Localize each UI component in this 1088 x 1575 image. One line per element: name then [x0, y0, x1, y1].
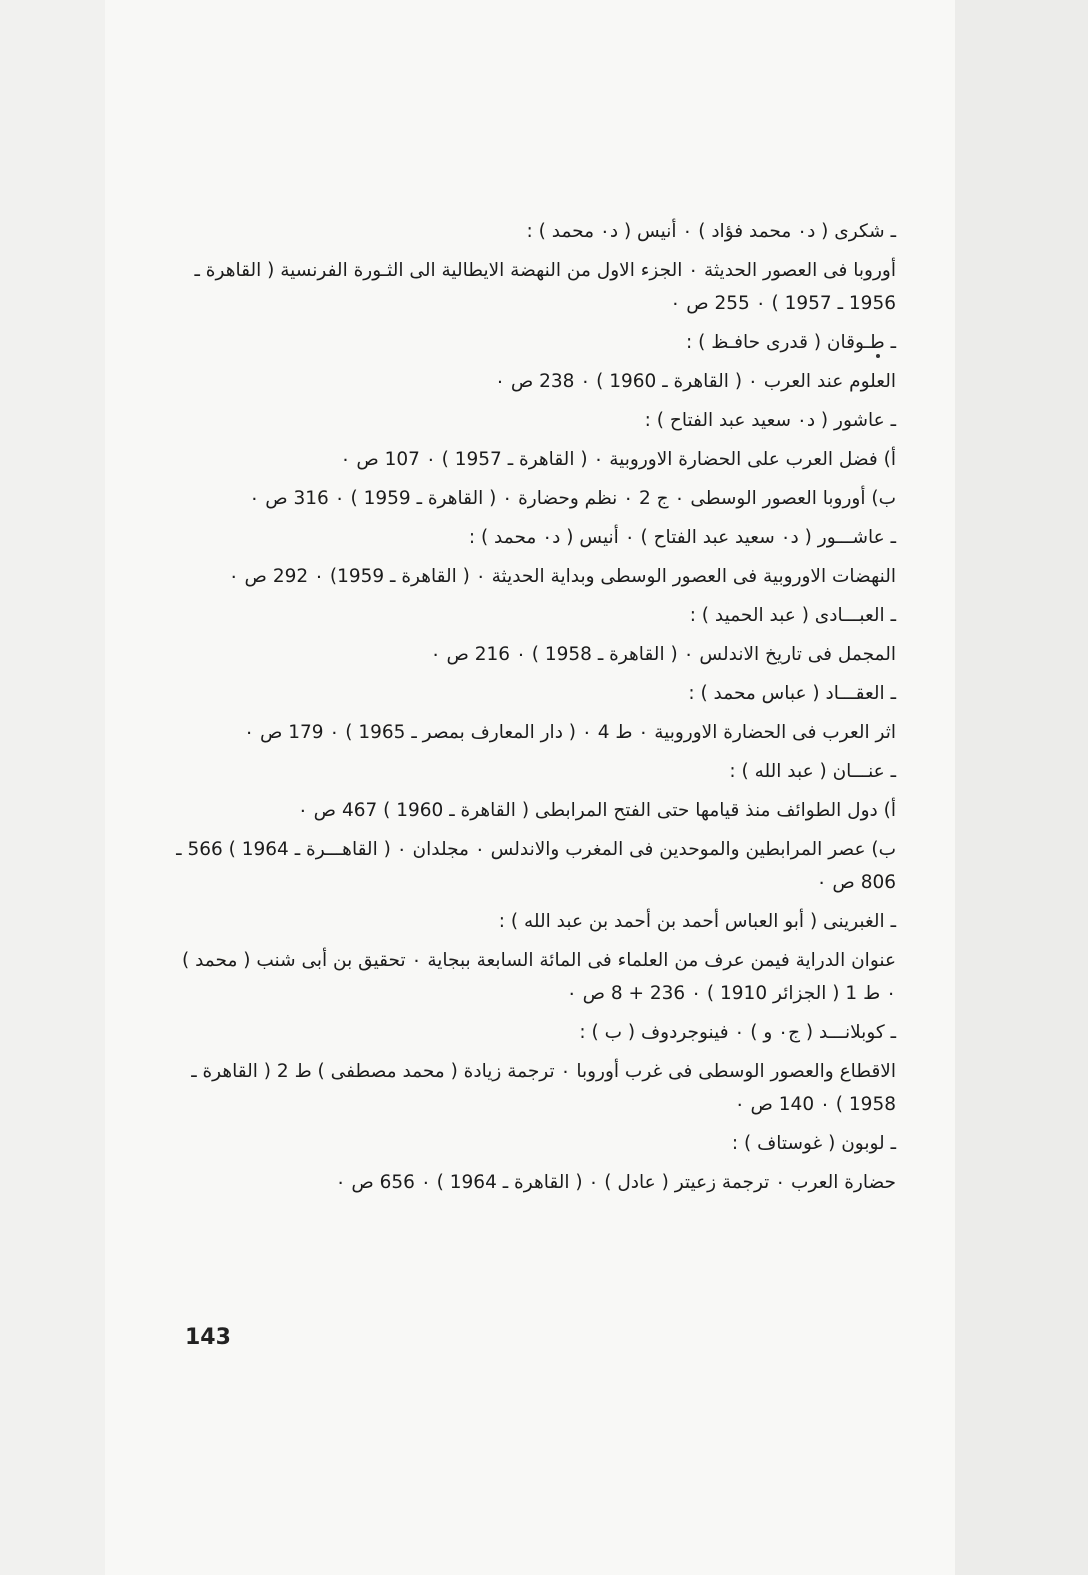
page-number: 143: [185, 1325, 231, 1350]
entry-work: حضارة العرب ٠ ترجمة زعيتر ( عادل ) ٠ ( القاهرة ـ 1964 ) ٠ 656 ص ٠: [335, 1172, 896, 1193]
entry-work: أوروبا فى العصور الحديثة ٠ الجزء الاول من النهضة الايطالية الى الثـورة الفرنسية ( القاهرة ـ 1956 ـ 1957 ) ٠ 255 ص ٠: [194, 260, 896, 314]
entry-work: المجمل فى تاريخ الاندلس ٠ ( القاهرة ـ 1958 ) ٠ 216 ص ٠: [430, 644, 896, 665]
entry-work: ب) عصر المرابطين والموحدين فى المغرب والاندلس ٠ مجلدان ٠ ( القاهـــرة ـ 1964 ) 566 ـ 806 ص ٠: [176, 839, 896, 893]
bibliography-list: [168, 215, 896, 1205]
entry-author: ـ عاشور ( د٠ سعيد عبد الفتاح ) :: [644, 410, 896, 431]
entry-author: ـ كوبلانـــد ( ج٠ و ) ٠ فينوجردوف ( ب ) :: [579, 1022, 896, 1043]
entry-work: ب) أوروبا العصور الوسطى ٠ ج 2 ٠ نظم وحضارة ٠ ( القاهرة ـ 1959 ) ٠ 316 ص ٠: [249, 488, 896, 509]
entry-author: ـ طـوقان ( قدرى حافـظ ) :: [685, 332, 896, 353]
bibliography-entry: [168, 326, 896, 398]
bibliography-entry: [168, 677, 896, 749]
bibliography-entry: [168, 404, 896, 515]
entry-author: ـ العبـــادى ( عبد الحميد ) :: [689, 605, 896, 626]
entry-work: عنوان الدراية فيمن عرف من العلماء فى المائة السابعة ببجاية ٠ تحقيق بن أبى شنب ( محمد ) ٠ ط 1 ( الجزائر 1910 ) ٠ 236 + 8 ص ٠: [182, 950, 896, 1004]
bibliography-entry: [168, 1016, 896, 1121]
entry-work: الاقطاع والعصور الوسطى فى غرب أوروبا ٠ ترجمة زيادة ( محمد مصطفى ) ط 2 ( القاهرة ـ 1958 ) ٠ 140 ص ٠: [191, 1061, 896, 1115]
bibliography-entry: [168, 755, 896, 899]
bibliography-entry: [168, 215, 896, 320]
entry-author: ـ شكرى ( د٠ محمد فؤاد ) ٠ أنيس ( د٠ محمد ) :: [526, 221, 896, 242]
scan-margin-left: [0, 0, 105, 1575]
entry-work: اثر العرب فى الحضارة الاوروبية ٠ ط 4 ٠ ( دار المعارف بمصر ـ 1965 ) ٠ 179 ص ٠: [244, 722, 896, 743]
bibliography-entry: [168, 1127, 896, 1199]
scan-margin-right: [955, 0, 1088, 1575]
entry-author: ـ عاشـــور ( د٠ سعيد عبد الفتاح ) ٠ أنيس ( د٠ محمد ) :: [468, 527, 896, 548]
entry-work: العلوم عند العرب ٠ ( القاهرة ـ 1960 ) ٠ 238 ص ٠: [495, 371, 896, 392]
entry-author: ـ العقـــاد ( عباس محمد ) :: [688, 683, 896, 704]
entry-work: أ) فضل العرب على الحضارة الاوروبية ٠ ( القاهرة ـ 1957 ) ٠ 107 ص ٠: [340, 449, 896, 470]
bibliography-entry: [168, 521, 896, 593]
entry-work: أ) دول الطوائف منذ قيامها حتى الفتح المرابطى ( القاهرة ـ 1960 ) 467 ص ٠: [297, 800, 896, 821]
bibliography-entry: [168, 905, 896, 1010]
entry-author: ـ الغبرينى ( أبو العباس أحمد بن أحمد بن عبد الله ) :: [498, 911, 896, 932]
entry-work: النهضات الاوروبية فى العصور الوسطى وبداية الحديثة ٠ ( القاهرة ـ 1959) ٠ 292 ص ٠: [228, 566, 896, 587]
bibliography-entry: [168, 599, 896, 671]
entry-author: ـ لوبون ( غوستاف ) :: [731, 1133, 896, 1154]
entry-author: ـ عنـــان ( عبد الله ) :: [729, 761, 896, 782]
